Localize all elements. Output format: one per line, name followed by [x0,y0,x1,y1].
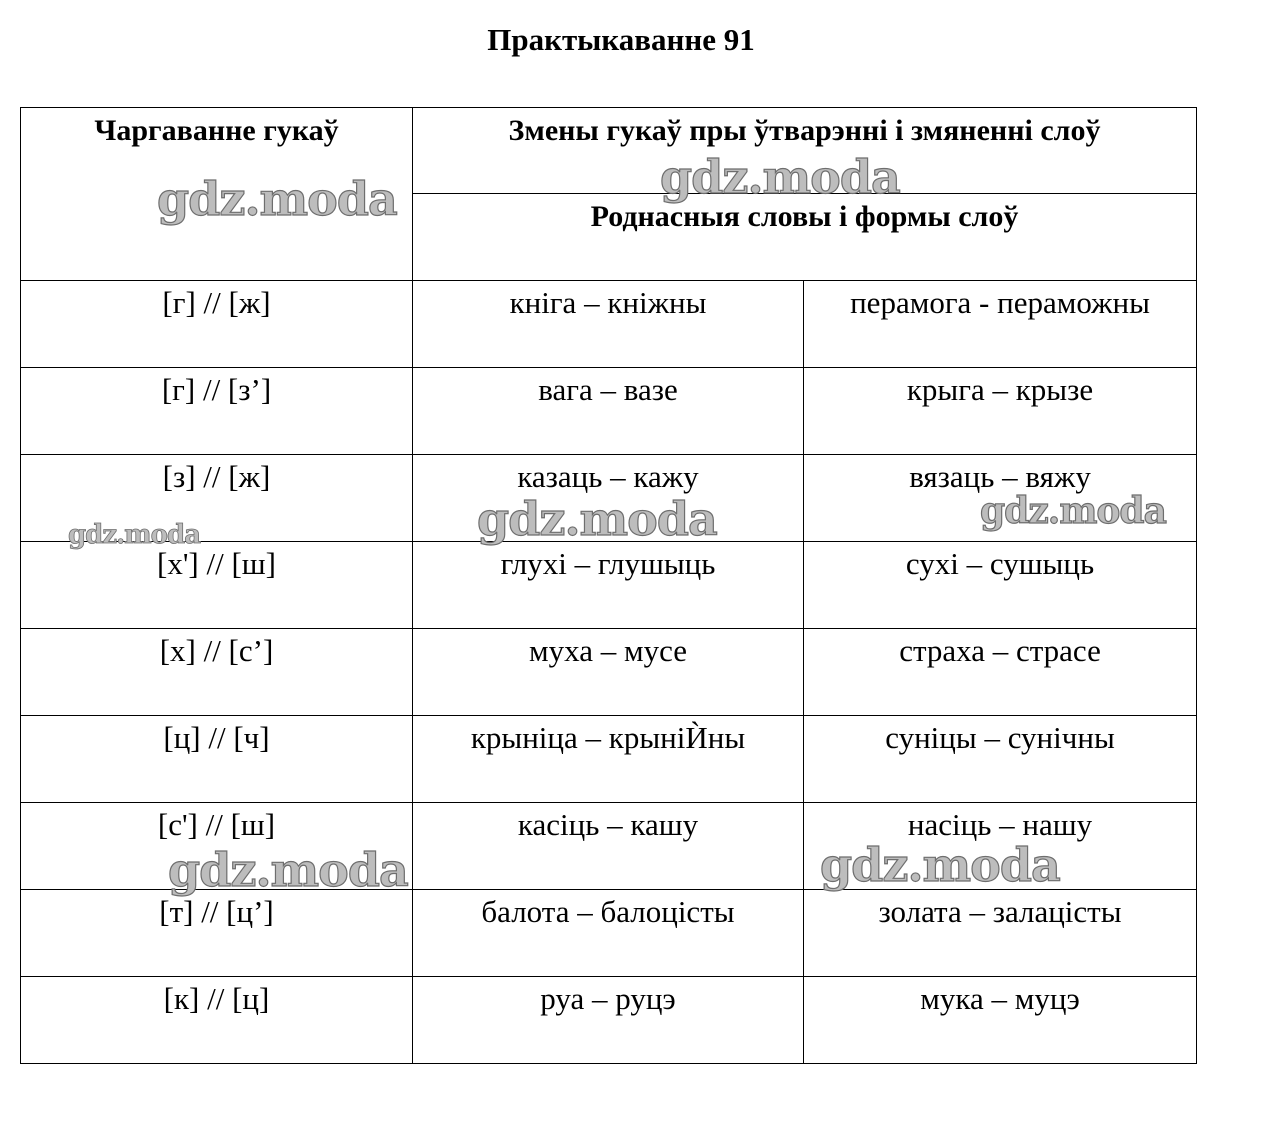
example-cell-1: кніга – кніжны [413,281,804,368]
example-cell-2: крыга – крызе [804,368,1197,455]
alternation-table [20,107,1197,1064]
example-cell-1: касіць – кашу [413,803,804,890]
watermark-logo: gdz.moda [157,172,397,226]
example-cell-2: мука – муцэ [804,977,1197,1064]
alternation-cell: [г] // [ж] [21,281,413,368]
example-cell-2: золата – залацісты [804,890,1197,977]
page-title: Практыкаванне 91 [487,22,755,57]
example-cell-2: суніцы – сунічны [804,716,1197,803]
example-cell-1: вага – вазе [413,368,804,455]
table-row [21,977,1197,1064]
alternation-cell: [г] // [з’] [21,368,413,455]
example-cell-2: страха – страсе [804,629,1197,716]
table-row [21,890,1197,977]
example-cell-2: перамога - пераможны [804,281,1197,368]
table-header-row [21,108,1197,194]
alternation-cell: [ц] // [ч] [21,716,413,803]
header-changes: Змены гукаў пры ўтварэнні і змяненні слоў [413,108,1197,194]
example-cell-2: вязаць – вяжу [804,455,1197,542]
watermark-logo: gdz.moda [660,150,900,204]
alternation-cell: [т] // [ц’] [21,890,413,977]
example-cell-1: муха – мусе [413,629,804,716]
example-cell-1: руа – руцэ [413,977,804,1064]
alternation-cell: [з] // [ж] [21,455,413,542]
watermark-logo: gdz.moda [68,520,201,550]
example-cell-1: казаць – кажу [413,455,804,542]
header-alternation: Чаргаванне гукаў [21,108,413,281]
example-cell-1: глухі – глушыць [413,542,804,629]
watermark-logo: gdz.moda [477,492,717,546]
table-row [21,368,1197,455]
alternation-cell: [к] // [ц] [21,977,413,1064]
alternation-cell: [х'] // [ш] [21,542,413,629]
example-cell-1: крыніца – крыніЍны [413,716,804,803]
alternation-cell: [х] // [с’] [21,629,413,716]
header-related: Роднасныя словы і формы слоў [413,194,1197,281]
watermark-logo: gdz.moda [820,838,1060,892]
alternation-cell: [с'] // [ш] [21,803,413,890]
example-cell-2: сухі – сушыць [804,542,1197,629]
table-row [21,542,1197,629]
table-row [21,455,1197,542]
table-row [21,629,1197,716]
watermark-logo: gdz.moda [980,490,1166,532]
table-row [21,281,1197,368]
table-row [21,803,1197,890]
example-cell-2: насіць – нашу [804,803,1197,890]
example-cell-1: балота – балоцісты [413,890,804,977]
watermark-logo: gdz.moda [168,843,408,897]
table-row [21,716,1197,803]
